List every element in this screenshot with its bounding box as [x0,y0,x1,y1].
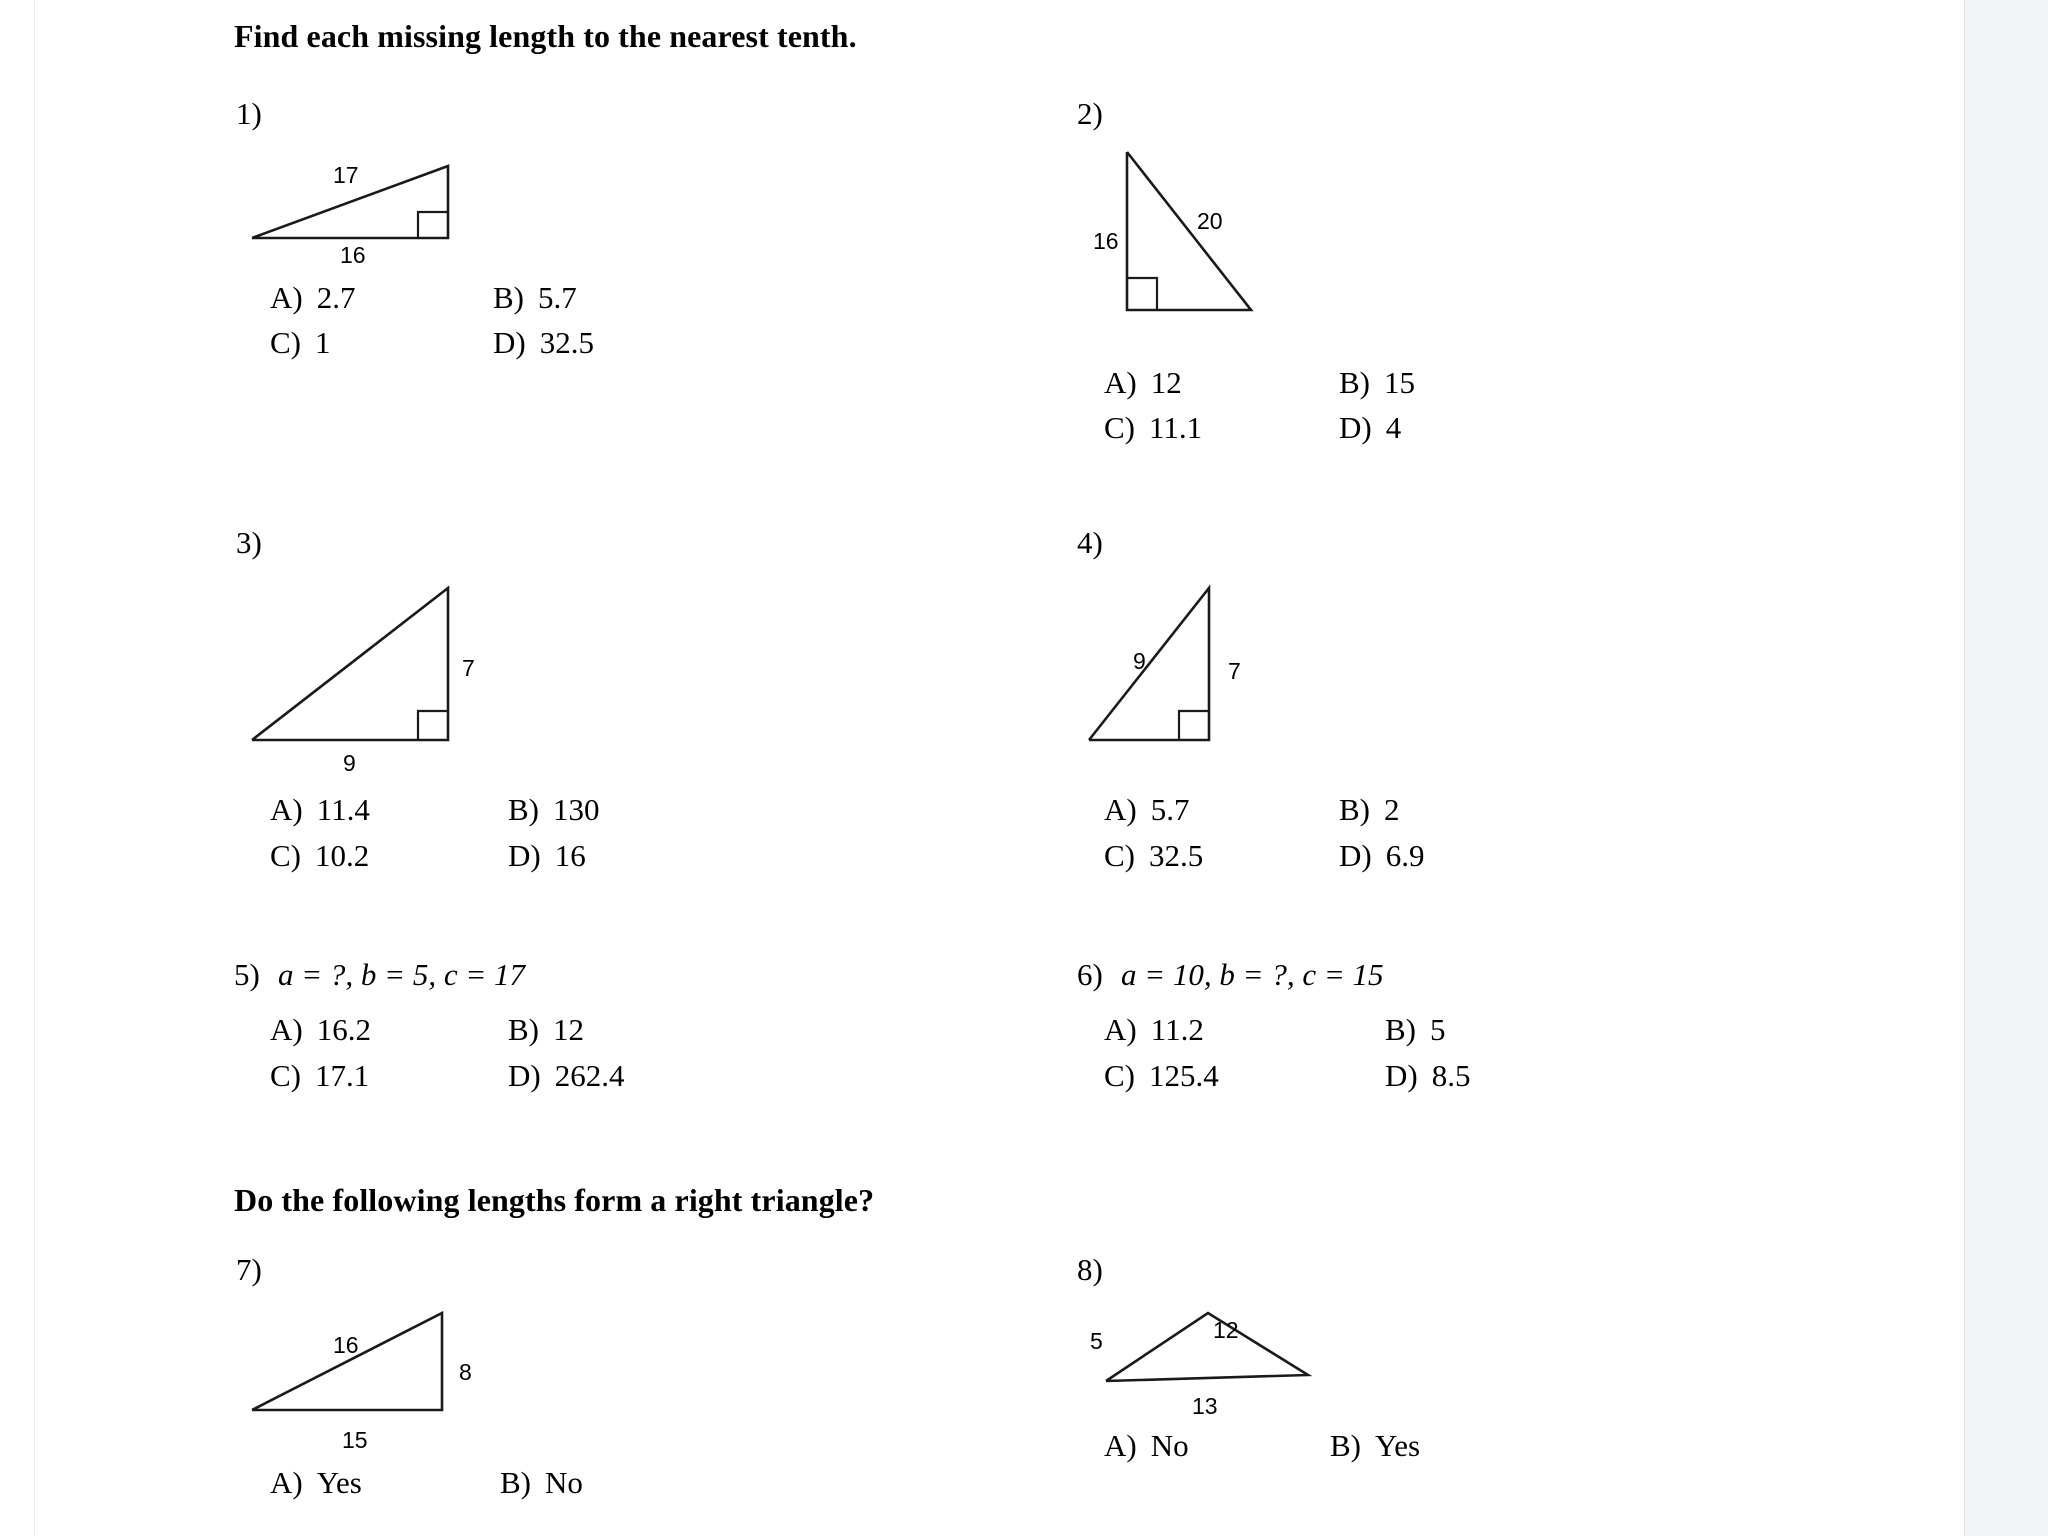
problem-5-choice-c-value: 17.1 [315,1058,370,1093]
problem-3-choice-b[interactable] [508,792,600,828]
problem-4-choice-b-letter: B) [1339,792,1370,827]
problem-5-choice-a-letter: A) [270,1012,303,1047]
problem-5-choice-b[interactable] [508,1012,584,1048]
problem-4-choice-c-value: 32.5 [1149,838,1204,873]
problem-1-figure [250,150,470,250]
problem-7-base-label: 15 [342,1427,368,1453]
problem-2-choice-c-value: 11.1 [1149,410,1203,445]
problem-8-choice-b-letter: B) [1330,1428,1361,1463]
problem-1-choice-b-value: 5.7 [538,280,577,315]
problem-1-hypotenuse-label: 17 [333,162,359,188]
problem-1-choice-a[interactable] [270,280,355,316]
problem-3-choice-c[interactable] [270,838,369,874]
problem-5-choice-a[interactable] [270,1012,371,1048]
problem-7-choice-a-value: Yes [316,1465,362,1500]
problem-3-choice-a[interactable] [270,792,370,828]
vertical-scrollbar[interactable] [2026,0,2048,1536]
problem-3-choice-c-letter: C) [270,838,301,873]
problem-2-number: 2) [1077,96,1103,131]
problem-2-choice-a-value: 12 [1150,365,1182,400]
problem-2-choice-d-letter: D) [1339,410,1372,445]
problem-1-choice-d[interactable] [493,325,594,361]
problem-8-choice-b[interactable] [1330,1428,1420,1464]
problem-4-choice-c[interactable] [1104,838,1203,874]
problem-1-choice-a-letter: A) [270,280,303,315]
problem-1-choice-c[interactable] [270,325,331,361]
problem-4-hypotenuse-label: 9 [1133,648,1146,674]
problem-6-choice-d-value: 8.5 [1431,1058,1471,1093]
problem-2-choice-b-letter: B) [1339,365,1370,400]
problem-8-choice-a-letter: A) [1104,1428,1137,1463]
problem-4-choice-b[interactable] [1339,792,1400,828]
problem-4-choice-c-letter: C) [1104,838,1135,873]
problem-4-number: 4) [1077,525,1103,560]
problem-2-hypotenuse-label: 20 [1197,208,1223,234]
problem-6-choice-a-letter: A) [1104,1012,1137,1047]
problem-3-choice-b-value: 130 [553,792,600,827]
problem-1-choice-d-letter: D) [493,325,526,360]
problem-7-vertical-side-label: 8 [459,1359,472,1385]
problem-3-choice-b-letter: B) [508,792,539,827]
problem-6-choice-a-value: 11.2 [1150,1012,1204,1047]
problem-3-choice-c-value: 10.2 [315,838,370,873]
problem-1-number: 1) [236,96,262,131]
problem-1-choice-c-value: 1 [315,325,331,360]
problem-7-choice-b[interactable] [500,1465,583,1501]
problem-3-vertical-leg-label: 7 [462,655,475,681]
problem-5-given: a = ?, b = 5, c = 17 [278,957,526,992]
problem-4-choice-d-letter: D) [1339,838,1372,873]
problem-3-base-label: 9 [343,750,356,776]
problem-7-choice-b-value: No [545,1465,583,1500]
problem-6-number: 6) [1077,957,1103,992]
problem-2-choice-b[interactable] [1339,365,1415,401]
problem-2-choice-b-value: 15 [1384,365,1415,400]
problem-4-choice-d-value: 6.9 [1385,838,1425,873]
problem-4-choice-d[interactable] [1339,838,1424,874]
problem-6-choice-c-value: 125.4 [1149,1058,1219,1093]
problem-8-upper-side-label: 12 [1213,1317,1239,1343]
problem-3-choice-d-letter: D) [508,838,541,873]
problem-5-choice-d-letter: D) [508,1058,541,1093]
problem-6-choice-d-letter: D) [1385,1058,1418,1093]
problem-7-choice-a[interactable] [270,1465,362,1501]
problem-5-choice-a-value: 16.2 [316,1012,371,1047]
problem-1-choice-b[interactable] [493,280,577,316]
problem-7-figure [250,1300,460,1420]
problem-2-choice-c-letter: C) [1104,410,1135,445]
problem-1-base-label: 16 [340,242,366,268]
problem-8-choice-a-value: No [1150,1428,1189,1463]
section-heading-right-triangle-check: Do the following lengths form a right triangle? [234,1182,875,1218]
problem-1-choice-c-letter: C) [270,325,301,360]
problem-7-choice-b-letter: B) [500,1465,531,1500]
problem-6-choice-b-letter: B) [1385,1012,1416,1047]
problem-4-vertical-leg-label: 7 [1228,658,1241,684]
problem-5-number: 5) [234,957,260,992]
problem-5-choice-d-value: 262.4 [554,1058,625,1093]
problem-5-choice-d[interactable] [508,1058,624,1094]
problem-2-choice-d-value: 4 [1385,410,1402,445]
problem-1-choice-b-letter: B) [493,280,524,315]
problem-1-choice-d-value: 32.5 [539,325,594,360]
problem-8-choice-b-value: Yes [1375,1428,1421,1463]
problem-6-choice-b-value: 5 [1430,1012,1446,1047]
problem-7-hypotenuse-label: 16 [333,1332,359,1358]
problem-6-given: a = 10, b = ?, c = 15 [1121,957,1384,992]
problem-3-choice-a-value: 11.4 [316,792,370,827]
problem-8-choice-a[interactable] [1104,1428,1189,1464]
problem-7-number: 7) [236,1252,262,1287]
problem-2-choice-a[interactable] [1104,365,1182,401]
problem-8-left-side-label: 5 [1090,1328,1103,1354]
problem-3-number: 3) [236,525,262,560]
problem-5-choice-c-letter: C) [270,1058,301,1093]
problem-5-choice-b-letter: B) [508,1012,539,1047]
problem-8-base-label: 13 [1192,1393,1218,1419]
problem-2-choice-c[interactable] [1104,410,1202,446]
problem-2-choice-a-letter: A) [1104,365,1137,400]
problem-4-choice-a[interactable] [1104,792,1189,828]
problem-2-choice-d[interactable] [1339,410,1401,446]
problem-3-choice-d[interactable] [508,838,586,874]
problem-3-choice-d-value: 16 [554,838,586,873]
problem-7-choice-a-letter: A) [270,1465,303,1500]
problem-4-choice-b-value: 2 [1384,792,1400,827]
problem-4-figure [1085,578,1235,748]
problem-3-choice-a-letter: A) [270,792,303,827]
problem-2-figure [1123,148,1263,318]
problem-4-choice-a-value: 5.7 [1150,792,1190,827]
section-heading-find-missing-length: Find each missing length to the nearest tenth. [234,18,857,54]
problem-3-figure [250,578,470,748]
problem-6-choice-b[interactable] [1385,1012,1446,1048]
problem-6-choice-c-letter: C) [1104,1058,1135,1093]
problem-4-choice-a-letter: A) [1104,792,1137,827]
problem-5-choice-c[interactable] [270,1058,369,1094]
problem-6-choice-d[interactable] [1385,1058,1470,1094]
problem-1-choice-a-value: 2.7 [316,280,356,315]
problem-8-number: 8) [1077,1252,1103,1287]
problem-6-choice-c[interactable] [1104,1058,1219,1094]
problem-2-vertical-leg-label: 16 [1093,228,1119,254]
problem-5-choice-b-value: 12 [553,1012,584,1047]
problem-6-choice-a[interactable] [1104,1012,1204,1048]
